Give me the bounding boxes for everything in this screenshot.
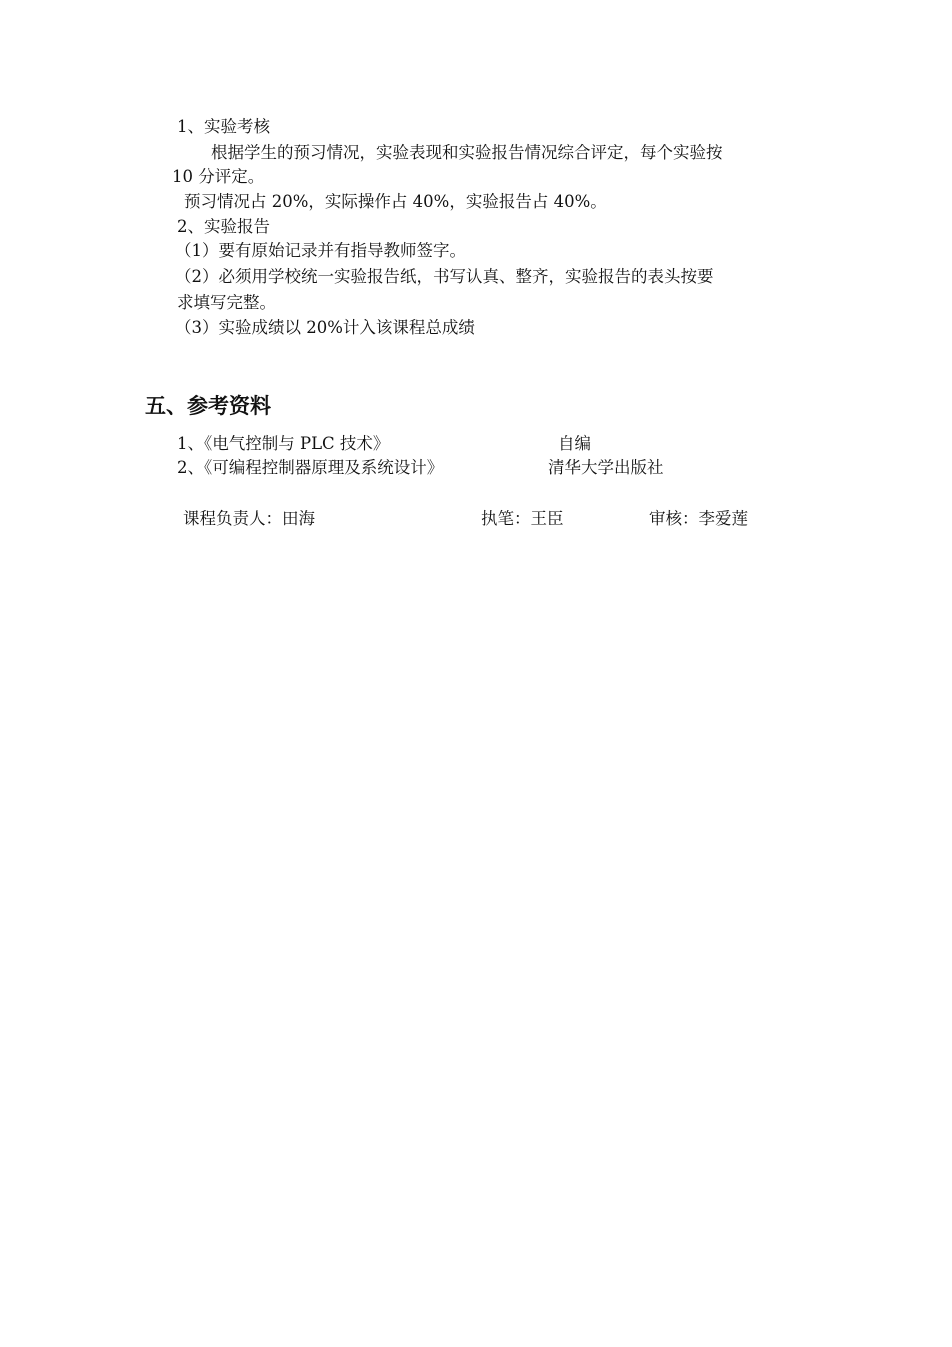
assessment-paragraph-line1: 根据学生的预习情况，实验表现和实验报告情况综合评定，每个实验按 bbox=[211, 143, 723, 162]
report-item-3: （3）实验成绩以 20%计入该课程总成绩 bbox=[175, 318, 475, 337]
reference-item-2-title: 2、《可编程控制器原理及系统设计》 bbox=[177, 458, 444, 477]
writer: 执笔：王臣 bbox=[481, 509, 564, 528]
reference-item-1-title: 1、《电气控制与 PLC 技术》 bbox=[177, 434, 390, 453]
report-item-1: （1）要有原始记录并有指导教师签字。 bbox=[175, 241, 466, 260]
report-item-2-line1: （2）必须用学校统一实验报告纸，书写认真、整齐，实验报告的表头按要 bbox=[175, 267, 714, 286]
reference-item-2-source: 清华大学出版社 bbox=[548, 458, 664, 477]
report-title: 2、实验报告 bbox=[177, 217, 270, 236]
assessment-paragraph-line2: 10 分评定。 bbox=[172, 167, 265, 186]
section-heading-references: 五、参考资料 bbox=[145, 394, 271, 418]
report-item-2-line2: 求填写完整。 bbox=[177, 293, 276, 312]
assessment-title: 1、实验考核 bbox=[177, 117, 270, 136]
assessment-weights: 预习情况占 20%，实际操作占 40%，实验报告占 40%。 bbox=[184, 192, 607, 211]
reviewer: 审核：李爱莲 bbox=[649, 509, 748, 528]
reference-item-1-source: 自编 bbox=[558, 434, 591, 453]
course-owner: 课程负责人：田海 bbox=[183, 509, 315, 528]
